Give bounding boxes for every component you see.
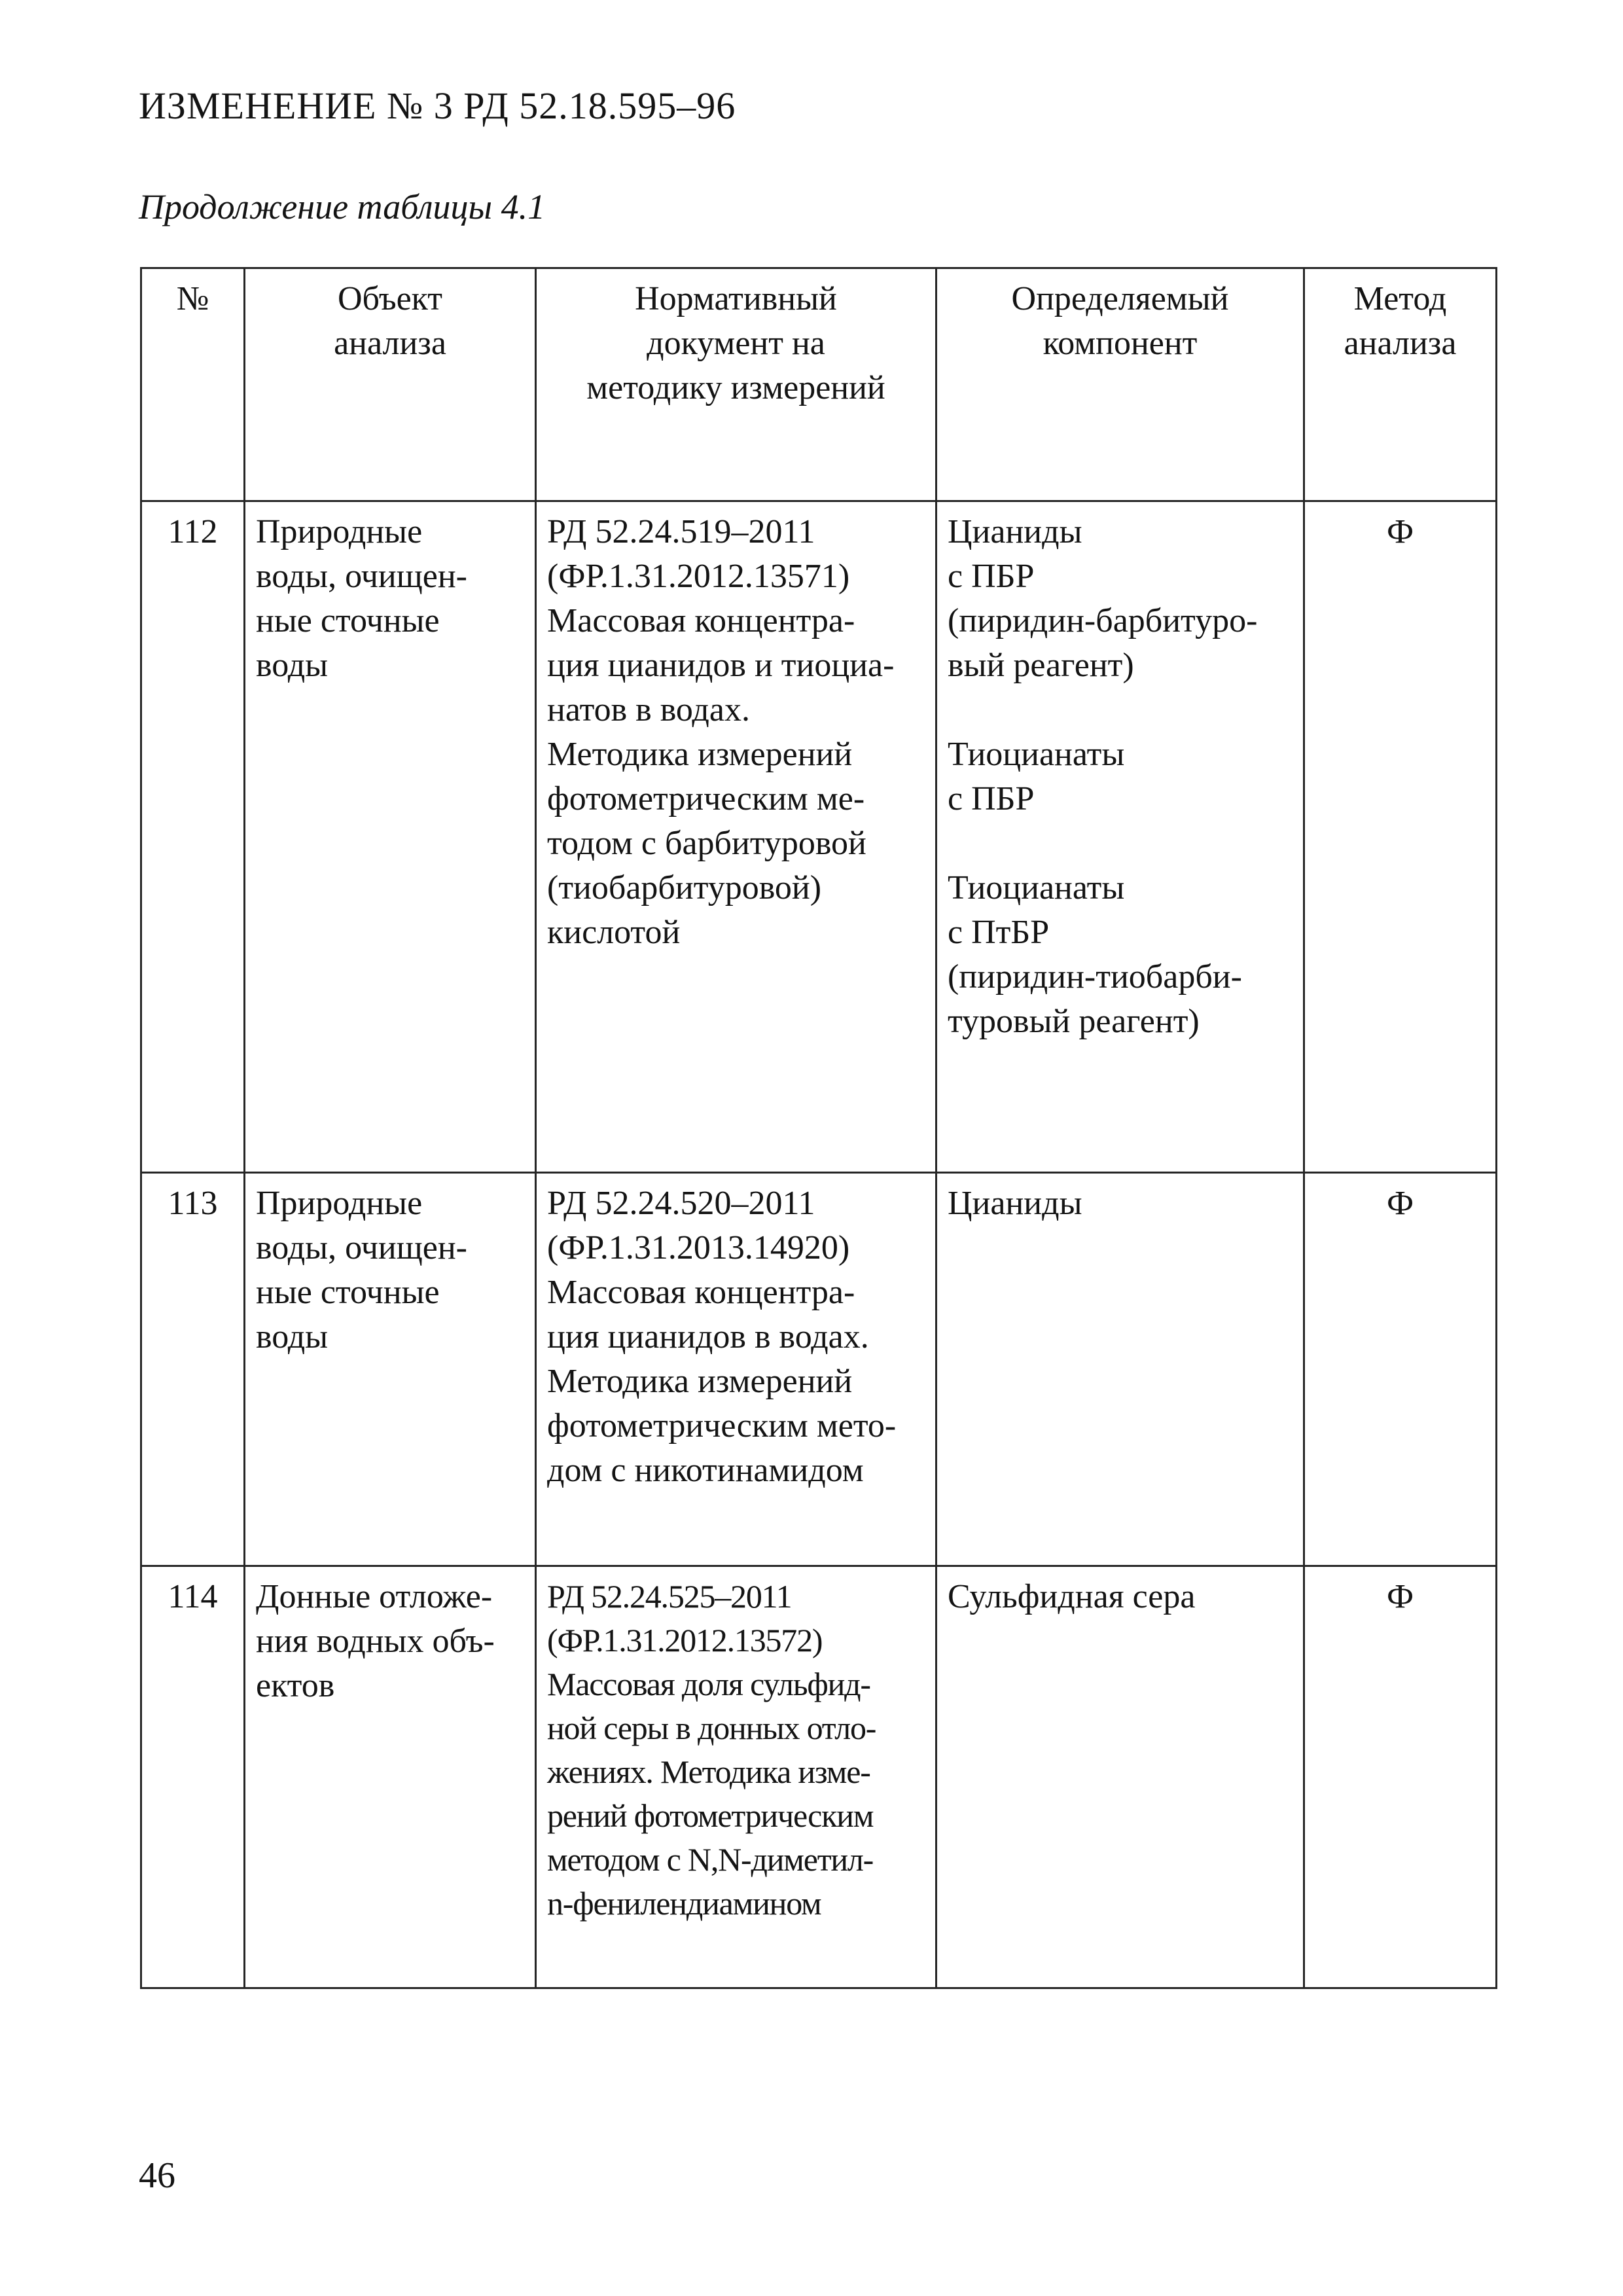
determined-component: Цианиды с ПБР (пиридин-барбитуро- вый реагент) Тиоцианаты с ПБР Тиоцианаты с ПтБР (пиридин-тиобарби- туровый реагент): [936, 501, 1304, 1173]
table-row: [141, 501, 1497, 1173]
analysis-object: Природные воды, очищен- ные сточные воды: [245, 501, 536, 1173]
column-header-method: Метод анализа: [1304, 268, 1497, 501]
analysis-method: Ф: [1304, 1173, 1497, 1566]
document-header: ИЗМЕНЕНИЕ № 3 РД 52.18.595–96: [139, 84, 736, 127]
table-row: [141, 1173, 1497, 1566]
row-number: 113: [141, 1173, 245, 1566]
normative-document: РД 52.24.519–2011 (ФР.1.31.2012.13571) Массовая концентра- ция цианидов и тиоциа- натов в водах. Методика измерений фотометрическим ме- тодом с барбитуровой (тиобарбитуровой) кислотой: [536, 501, 936, 1173]
normative-document: РД 52.24.520–2011 (ФР.1.31.2013.14920) Массовая концентра- ция цианидов в водах. Методика измерений фотометрическим мето- дом с никотинамидом: [536, 1173, 936, 1566]
row-number: 114: [141, 1566, 245, 1988]
methods-table: [140, 267, 1497, 1989]
analysis-object: Природные воды, очищен- ные сточные воды: [245, 1173, 536, 1566]
table-row: [141, 1566, 1497, 1988]
page-number: 46: [139, 2155, 175, 2196]
table-caption: Продолжение таблицы 4.1: [139, 187, 546, 226]
analysis-method: Ф: [1304, 501, 1497, 1173]
analysis-method: Ф: [1304, 1566, 1497, 1988]
determined-component: Сульфидная сера: [936, 1566, 1304, 1988]
column-header-document: Нормативный документ на методику измерений: [536, 268, 936, 501]
table-header-row: [141, 268, 1497, 501]
determined-component: Цианиды: [936, 1173, 1304, 1566]
column-header-no: №: [141, 268, 245, 501]
column-header-object: Объект анализа: [245, 268, 536, 501]
column-header-component: Определяемый компонент: [936, 268, 1304, 501]
row-number: 112: [141, 501, 245, 1173]
normative-document: РД 52.24.525–2011 (ФР.1.31.2012.13572) Массовая доля сульфид- ной серы в донных отло- жениях. Методика изме- рений фотометрическим методом с N,N-диметил- n-фенилендиамином: [536, 1566, 936, 1988]
analysis-object: Донные отложе- ния водных объ- ектов: [245, 1566, 536, 1988]
